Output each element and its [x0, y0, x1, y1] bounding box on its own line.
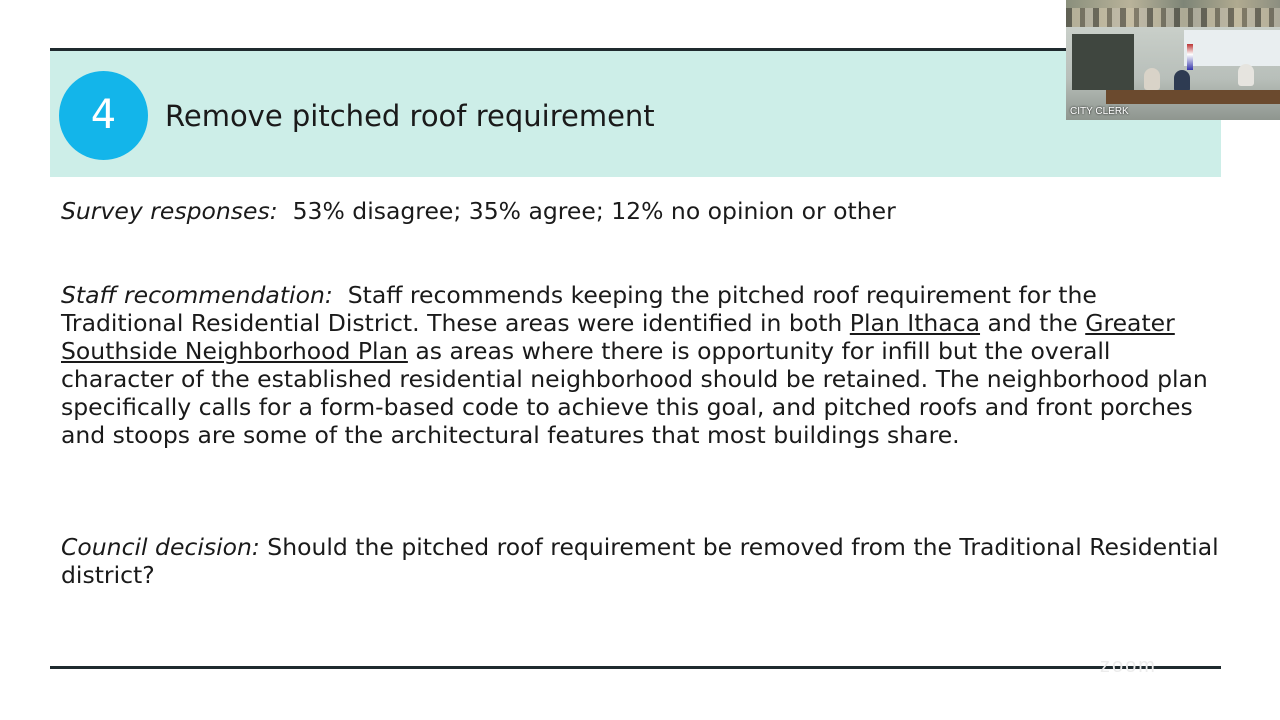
video-desk: [1106, 90, 1280, 104]
zoom-watermark: zoom: [1100, 655, 1157, 677]
staff-text-1: Staff recommends keeping the pitched roof requirement for the Traditional Residential District. These areas were identified in both: [61, 281, 1097, 337]
video-gallery-people: [1066, 8, 1280, 27]
staff-text-2: and the: [980, 309, 1086, 337]
survey-text: 53% disagree; 35% agree; 12% no opinion or other: [292, 197, 896, 225]
greater-southside-plan-link[interactable]: Greater Southside Neighborhood Plan: [61, 309, 1175, 365]
video-person: [1144, 68, 1160, 90]
slide-title: Remove pitched roof requirement: [165, 99, 655, 133]
survey-label: Survey responses:: [61, 197, 278, 225]
video-person: [1238, 64, 1254, 86]
staff-label: Staff recommendation:: [61, 281, 333, 309]
video-window: [1184, 30, 1280, 66]
survey-paragraph: [61, 197, 1221, 225]
council-label: Council decision:: [61, 533, 260, 561]
council-text: Should the pitched roof requirement be removed from the Traditional Residential district?: [61, 533, 1219, 589]
step-number-badge: 4: [59, 71, 148, 160]
participant-video-tile[interactable]: [1066, 0, 1280, 120]
video-chalkboard: [1072, 34, 1134, 90]
participant-name-label: CITY CLERK: [1070, 106, 1129, 117]
council-paragraph: [61, 533, 1221, 589]
plan-ithaca-link[interactable]: Plan Ithaca: [849, 309, 981, 337]
bottom-rule: [50, 666, 1221, 669]
video-flag: [1187, 44, 1193, 70]
video-person: [1174, 70, 1190, 92]
staff-paragraph: [61, 281, 1221, 449]
staff-text-3: as areas where there is opportunity for infill but the overall character of the established residential neighborhood should be retained. The neighborhood plan specifically calls for a form-based code to achieve this goal, and pitched roofs and front porches and stoops are some of the architectural features that most buildings share.: [61, 337, 1208, 449]
